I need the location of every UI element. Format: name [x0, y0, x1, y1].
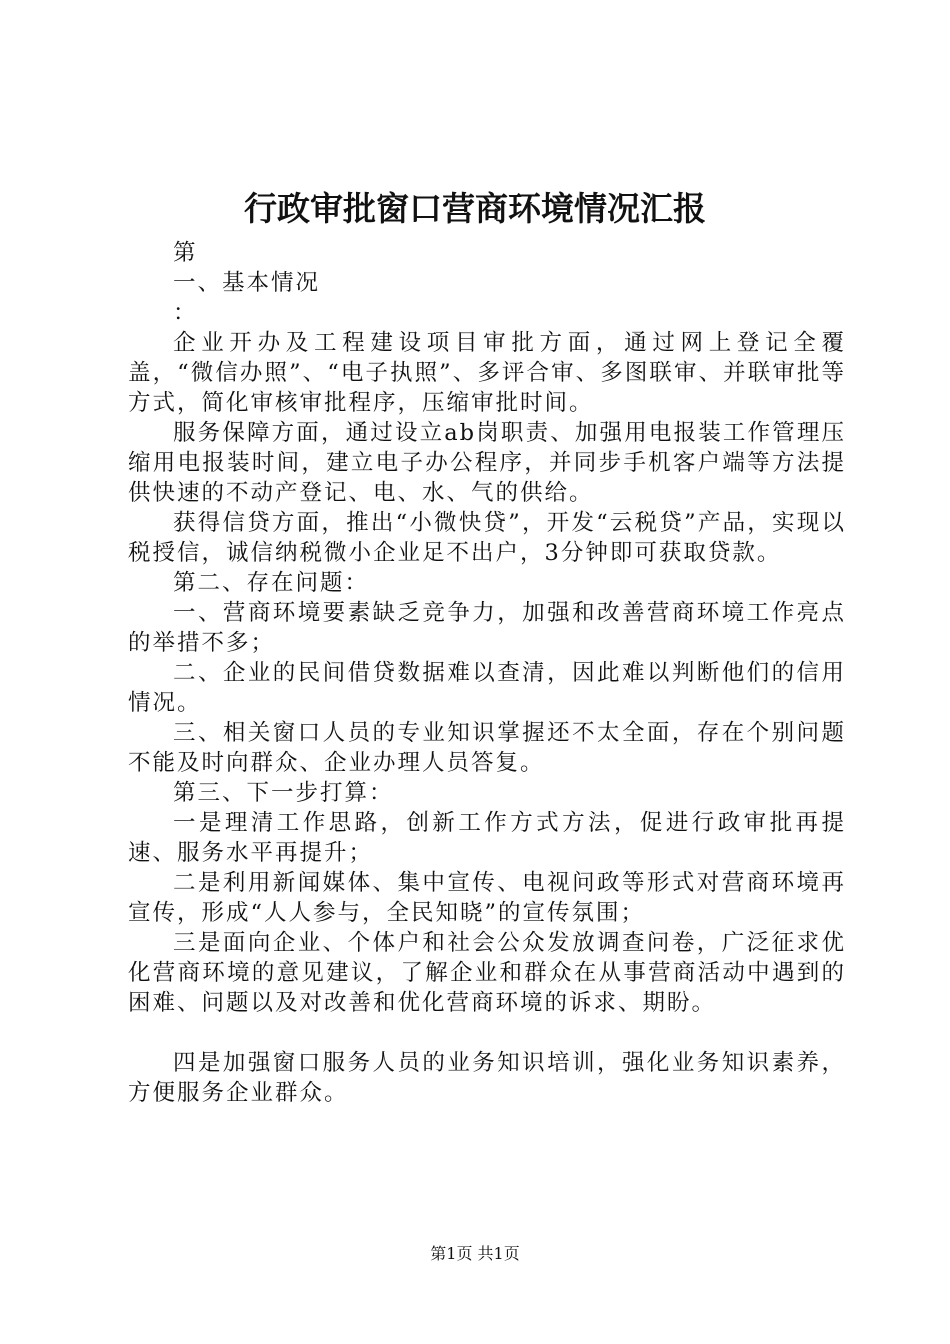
paragraph: 第: [173, 240, 198, 266]
paragraph: 企业开办及工程建设项目审批方面，通过网上登记全覆盖，“微信办照”、“电子执照”、多评合审、多图联审、并联审批等方式，简化审核审批程序，压缩审批时间。: [128, 330, 846, 416]
document-body: [128, 238, 846, 1108]
section-heading: 第三、下一步打算：: [173, 780, 394, 806]
paragraph: ：: [173, 300, 198, 326]
paragraph: 二是利用新闻媒体、集中宣传、电视问政等形式对营商环境再宣传，形成“人人参与，全民知晓”的宣传氛围；: [128, 870, 846, 926]
paragraph: 一是理清工作思路，创新工作方式方法，促进行政审批再提速、服务水平再提升；: [128, 810, 846, 866]
section-heading: 第二、存在问题：: [173, 570, 370, 596]
paragraph: 三、相关窗口人员的专业知识掌握还不太全面，存在个别问题不能及时向群众、企业办理人员答复。: [128, 720, 846, 776]
section-heading: 一、基本情况: [173, 270, 321, 296]
paragraph: 一、营商环境要素缺乏竞争力，加强和改善营商环境工作亮点的举措不多；: [128, 600, 846, 656]
document-title: 行政审批窗口营商环境情况汇报: [244, 189, 706, 228]
paragraph: 二、企业的民间借贷数据难以查清，因此难以判断他们的信用情况。: [128, 660, 846, 716]
paragraph: 四是加强窗口服务人员的业务知识培训，强化业务知识素养，方便服务企业群众。: [128, 1050, 846, 1106]
paragraph: 获得信贷方面，推出“小微快贷”，开发“云税贷”产品，实现以税授信，诚信纳税微小企业足不出户，3分钟即可获取贷款。: [128, 510, 846, 566]
page-number-footer: 第1页 共1页: [430, 1244, 520, 1263]
paragraph: 服务保障方面，通过设立ab岗职责、加强用电报装工作管理压缩用电报装时间，建立电子办公程序，并同步手机客户端等方法提供快速的不动产登记、电、水、气的供给。: [128, 420, 846, 506]
paragraph: 三是面向企业、个体户和社会公众发放调查问卷，广泛征求优化营商环境的意见建议，了解企业和群众在从事营商活动中遇到的困难、问题以及对改善和优化营商环境的诉求、期盼。: [128, 930, 846, 1016]
